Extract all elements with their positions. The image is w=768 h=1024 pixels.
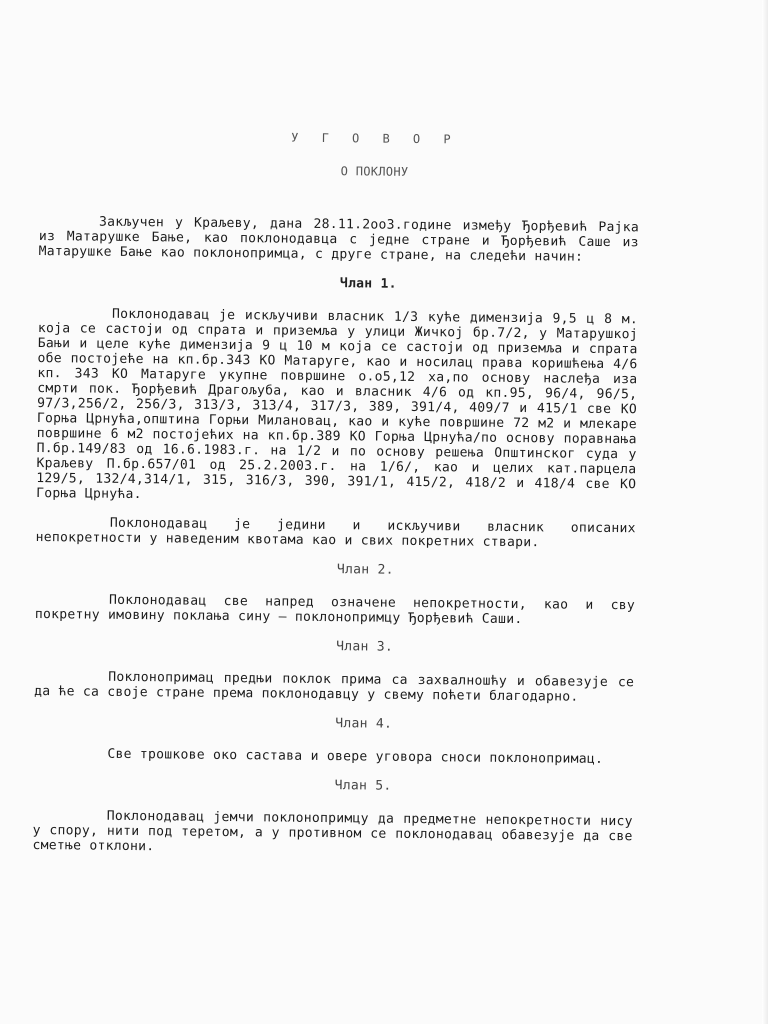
article-5-heading: Члан 5. bbox=[334, 778, 392, 794]
document-title: У Г О В О Р bbox=[291, 130, 459, 147]
article-1-paragraph-2: Поклонодавац је једини и искључиви власник описаних непокретности у наведеним квотама као и свих покретних ствари. bbox=[35, 515, 636, 551]
article-2-paragraph: Поклонодавац све напред означене непокретности, као и сву покретну имовину поклања сину – поклонопримцу Ђорђевић Саши. bbox=[34, 592, 636, 628]
article-1-paragraph-1: Поклонодавац је искључиви власник 1/3 куће димензија 9,5 ц 8 м. која се састоји од спрата и приземља у улици Жичкој бр.7/2, у Матарушкој Бањи и целе куће димензија 9 ц 10 м која се састоји од приземља и спрата обе постојеће на кп.бр.343 КО Матаруге, као и носилац права коришћења 4/6 кп. 343 КО Матаруге укупне површине о.о5,12 ха,по основу наслеђа иза смрти пок. Ђорђевић Драгољуба, као и власник 4/6 од кп.95, 96/4, 96/5, 97/3,256/2, 256/3, 313/3, 313/4, 317/3, 389, 391/4, 409/7 и 415/1 све КО Горња Црнућа,општина Горњи Милановац, као и куће површине 72 м2 и млекаре површине 6 м2 постојећих на кп.бр.389 КО Горња Црнућа/по основу поравнања П.бр.149/83 од 16.6.1983.г. на 1/2 и по основу решења Општинског суда у Краљеву П.бр.657/01 од 25.2.2003.г. на 1/6/, као и целих кат.парцела 129/5, 132/4,314/1, 315, 316/3, 390, 391/1, 415/2, 418/2 и 418/4 све КО Горња Црнућа. bbox=[36, 306, 639, 503]
contract-document bbox=[32, 128, 640, 859]
article-2-heading: Члан 2. bbox=[336, 562, 394, 578]
intro-paragraph: Закључен у Краљеву, дана 28.11.2oo3.године између Ђорђевић Рајка из Матарушке Бање, као поклонодавца с једне стране и Ђорђевић Саше из Матарушке Бање као поклонопримца, с друге стране, на следећи начин: bbox=[38, 214, 640, 265]
article-5-paragraph: Поклонодавац јемчи поклонопримцу да предметне непокретности нису у спору, нити под теретом, а у противном се поклонодавац обавезује да све сметње отклони. bbox=[32, 808, 633, 855]
document-subtitle: О ПОКЛОНУ bbox=[340, 164, 409, 179]
article-1-heading: Члан 1. bbox=[339, 276, 397, 292]
article-3-heading: Члан 3. bbox=[336, 639, 394, 655]
article-4-heading: Члан 4. bbox=[335, 716, 393, 732]
article-4-paragraph: Све трошкове око састава и овере уговора сноси поклонопримац. bbox=[107, 746, 604, 767]
scan-edge-shadow bbox=[762, 0, 768, 1024]
article-3-paragraph: Поклонопримац предњи поклок прима са захвалношћу и обавезује се да ће са своје стране према поклонодавцу у свему поћети благодарно. bbox=[34, 669, 635, 705]
